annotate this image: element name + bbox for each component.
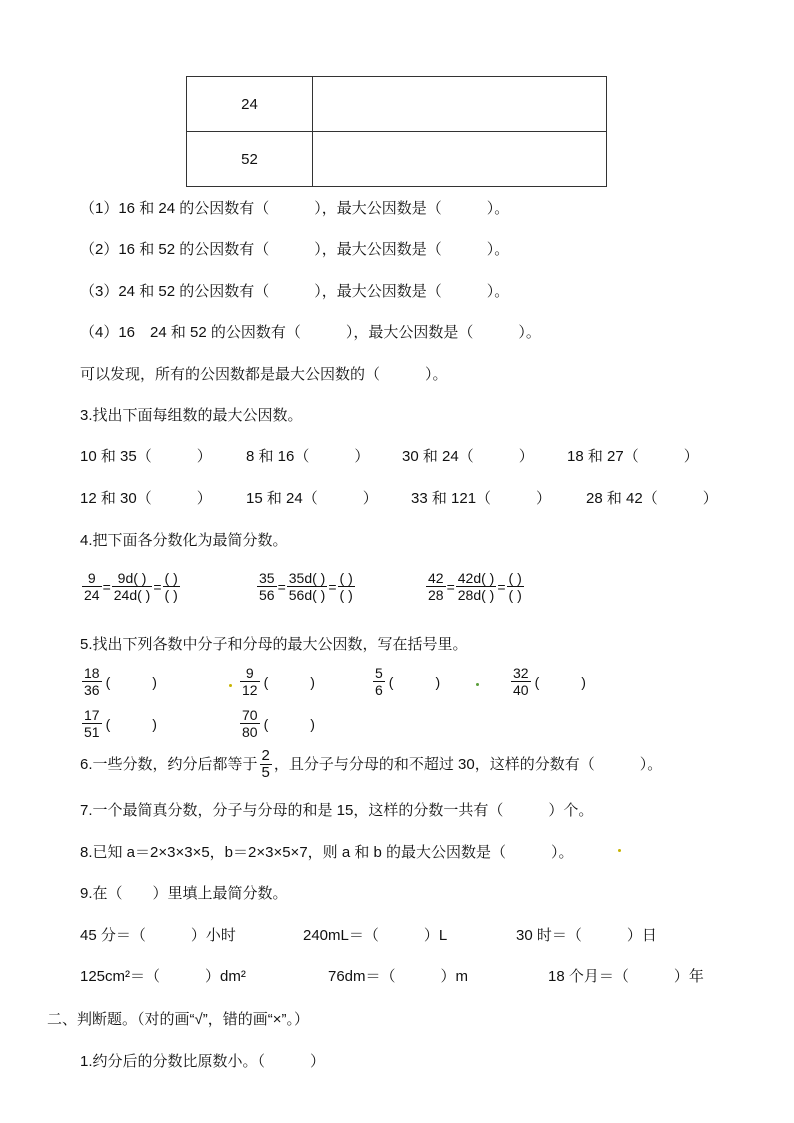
gcd-item: 12 和 30（ ） — [80, 490, 212, 507]
simplify-fraction-item: $\frac{35}{56}$ = $\frac{35d( )}{56d( )}$ = ( ) ( ) — [259, 570, 353, 603]
question-6: 6.一些分数，约分后都等于 2 5 ，且分子与分母的和不超过 30，这样的分数有（ ）。 — [80, 747, 663, 781]
unit-conversion-item: 18 个月＝（ ）年 — [548, 968, 704, 985]
fraction: ( ) ( ) — [164, 570, 178, 603]
unit-conversion-item: 30 时＝（ ）日 — [516, 927, 657, 944]
common-factor-question-3: （3）24 和 52 的公因数有（ ），最大公因数是（ ）。 — [80, 283, 510, 300]
fraction: $\frac{35}{56}$ — [259, 570, 275, 603]
gcd-fraction-item: 5 6 ( ) — [375, 665, 441, 698]
unit-conversion-item: 45 分＝（ ）小时 — [80, 927, 236, 944]
simplify-fraction-item: $\frac{9}{24}$ = $\frac{9d( )}{24d( )}$ = ( ) ( ) — [84, 570, 178, 603]
unit-conversion-item: 125cm²＝（ ）dm² — [80, 968, 246, 985]
gcd-item: 18 和 27（ ） — [567, 448, 699, 465]
fraction: $\frac{9}{24}$ — [84, 570, 100, 603]
table-answer-cell — [313, 132, 607, 187]
question-7: 7.一个最简真分数，分子与分母的和是 15，这样的分数一共有（ ）个。 — [80, 802, 594, 819]
gcd-item: 28 和 42（ ） — [586, 490, 718, 507]
gcd-fraction-item: 18 36 ( ) — [84, 665, 157, 698]
fraction: ( ) ( ) — [508, 570, 522, 603]
yellow-mark — [229, 684, 232, 687]
common-factor-question-4: （4）16 24 和 52 的公因数有（ ），最大公因数是（ ）。 — [80, 324, 541, 341]
common-factor-finding: 可以发现，所有的公因数都是最大公因数的（ ）。 — [80, 366, 448, 383]
common-factor-question-1: （1）16 和 24 的公因数有（ ），最大公因数是（ ）。 — [80, 200, 510, 217]
fraction: $\frac{42}{28}$ — [428, 570, 444, 603]
question-5-title: 5.找出下列各数中分子和分母的最大公因数，写在括号里。 — [80, 636, 468, 653]
table-number-cell: 24 — [187, 77, 313, 132]
table-number-cell: 52 — [187, 132, 313, 187]
question-3-title: 3.找出下面每组数的最大公因数。 — [80, 407, 303, 424]
table-row — [187, 77, 607, 132]
gcd-item: 10 和 35（ ） — [80, 448, 212, 465]
section-2-title: 二、判断题。（对的画“√”，错的画“×”。） — [47, 1011, 309, 1028]
gcd-fraction-item: 32 40 ( ) — [513, 665, 586, 698]
fraction: 17 51 — [84, 707, 100, 740]
table-row — [187, 132, 607, 187]
judgement-question-1: 1.约分后的分数比原数小。（ ） — [80, 1053, 326, 1070]
question-9-title: 9.在（ ）里填上最简分数。 — [80, 885, 288, 902]
gcd-item: 33 和 121（ ） — [411, 490, 552, 507]
gcd-item: 30 和 24（ ） — [402, 448, 534, 465]
fraction: 70 80 — [242, 707, 258, 740]
gcd-fraction-item: 17 51 ( ) — [84, 707, 157, 740]
gcd-fraction-item: 70 80 ( ) — [242, 707, 315, 740]
fraction: 18 36 — [84, 665, 100, 698]
fraction: ( ) ( ) — [339, 570, 353, 603]
gcd-item: 8 和 16（ ） — [246, 448, 370, 465]
fraction: 5 6 — [375, 665, 383, 698]
factor-table — [186, 76, 607, 187]
table-answer-cell — [313, 77, 607, 132]
question-8: 8.已知 a＝2×3×3×5，b＝2×3×5×7，则 a 和 b 的最大公因数是（ ）。 — [80, 844, 574, 861]
fraction: 32 40 — [513, 665, 529, 698]
fraction: 2 5 — [261, 747, 270, 781]
question-4-title: 4.把下面各分数化为最简分数。 — [80, 532, 288, 549]
fraction: $\frac{35d( )}{56d( )}$ — [288, 570, 326, 603]
green-mark — [476, 683, 479, 686]
common-factor-question-2: （2）16 和 52 的公因数有（ ），最大公因数是（ ）。 — [80, 241, 510, 258]
unit-conversion-item: 240mL＝（ ）L — [303, 927, 448, 944]
fraction: $\frac{9d( )}{24d( )}$ — [113, 570, 151, 603]
fraction: 9 12 — [242, 665, 258, 698]
simplify-fraction-item: $\frac{42}{28}$ = $\frac{42d( )}{28d( )}$ = ( ) ( ) — [428, 570, 522, 603]
gcd-item: 15 和 24（ ） — [246, 490, 378, 507]
yellow-mark — [618, 849, 621, 852]
fraction: $\frac{42d( )}{28d( )}$ — [457, 570, 495, 603]
gcd-fraction-item: 9 12 ( ) — [242, 665, 315, 698]
unit-conversion-item: 76dm＝（ ）m — [328, 968, 469, 985]
